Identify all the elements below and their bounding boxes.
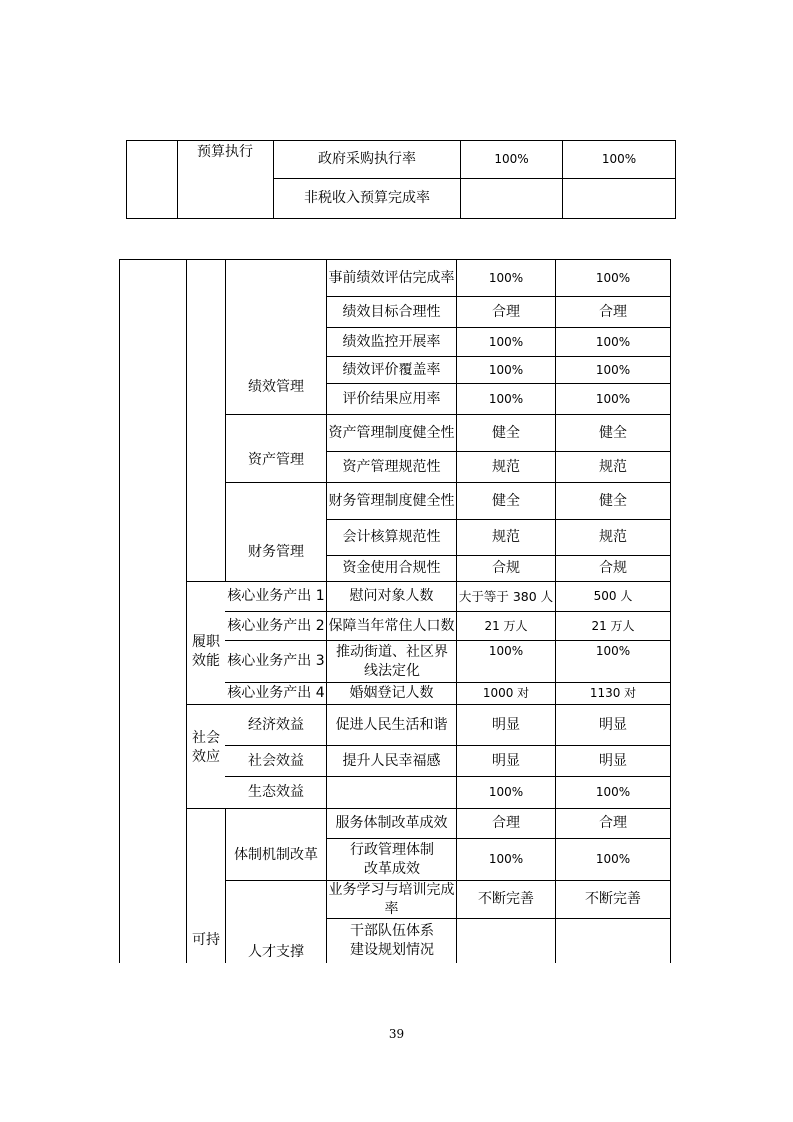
- actual-cell: 21 万人: [591, 618, 635, 633]
- actual-cell: 1130 对: [589, 686, 637, 700]
- group-performance-mgmt: 绩效管理: [248, 378, 304, 395]
- target-cell: 不断完善: [478, 891, 534, 907]
- page-number: 39: [388, 1027, 405, 1041]
- actual-cell: 100%: [595, 270, 631, 285]
- group-duty-effect: 履职 效能: [192, 634, 220, 669]
- target-cell: 合规: [492, 560, 520, 576]
- target-cell: 100%: [488, 334, 524, 349]
- indicator-cell: 提升人民幸福感: [342, 752, 441, 769]
- actual-cell: 100%: [595, 334, 631, 349]
- actual-cell: 规范: [599, 529, 627, 545]
- indicator-cell: 干部队伍体系建设规划情况: [350, 923, 434, 958]
- target-cell: 100%: [488, 391, 524, 406]
- actual-cell: 500 人: [593, 589, 633, 603]
- indicator-cell: 资产管理规范性: [342, 458, 441, 475]
- actual-cell: 合规: [599, 560, 627, 576]
- target-cell: [457, 919, 555, 963]
- indicator-cell: 绩效监控开展率: [342, 333, 441, 350]
- indicator-cell: 保障当年常住人口数: [328, 617, 455, 634]
- actual-cell: 100%: [595, 785, 631, 799]
- indicator-cell: 推动街道、社区界线法定化: [336, 643, 448, 679]
- target-cell: 1000 对: [482, 686, 530, 700]
- indicator-cell: 资产管理制度健全性: [328, 424, 455, 441]
- sub-label: 生态效益: [248, 784, 304, 800]
- target-cell: 100%: [488, 643, 524, 658]
- target-cell: 大于等于 380 人: [458, 589, 554, 604]
- indicator-cell: [327, 777, 456, 808]
- indicator-cell: 婚姻登记人数: [349, 685, 434, 701]
- target-cell: 合理: [492, 303, 520, 320]
- actual-cell: 合理: [599, 303, 627, 320]
- indicator-cell: 事前绩效评估完成率: [328, 269, 455, 286]
- indicator-cell: 非税收入预算完成率: [304, 190, 430, 206]
- indicator-cell: 评价结果应用率: [342, 390, 441, 407]
- sub-label: 核心业务产出 3: [227, 653, 325, 669]
- indicator-cell: 慰问对象人数: [349, 588, 434, 604]
- indicator-cell: 资金使用合规性: [342, 560, 441, 576]
- actual-cell: 100%: [595, 643, 631, 658]
- actual-cell: 100%: [601, 152, 637, 166]
- target-cell: 100%: [488, 362, 524, 377]
- target-cell: 合理: [492, 815, 520, 831]
- sub-label: 经济效益: [248, 716, 304, 733]
- indicator-cell: 政府采购执行率: [318, 151, 416, 167]
- group-asset-mgmt: 资产管理: [248, 451, 304, 468]
- actual-cell: 健全: [599, 492, 627, 509]
- target-cell: 100%: [488, 852, 524, 866]
- group-finance-mgmt: 财务管理: [248, 543, 304, 560]
- group-institution-reform: 体制机制改革: [234, 846, 318, 863]
- target-cell: 100%: [488, 270, 524, 285]
- target-cell: 明显: [492, 716, 520, 733]
- target-cell: 规范: [492, 529, 520, 545]
- target-cell: [461, 179, 562, 218]
- target-cell: 健全: [492, 424, 520, 441]
- target-cell: 健全: [492, 492, 520, 509]
- target-cell: 21 万人: [484, 618, 528, 633]
- indicator-cell: 促进人民生活和谐: [335, 716, 448, 733]
- actual-cell: 规范: [599, 458, 627, 475]
- group-social-effect: 社会 效应: [192, 730, 220, 765]
- sub-label: 核心业务产出 4: [227, 685, 325, 701]
- actual-cell: 合理: [599, 815, 627, 831]
- group-talent-support: 人才支撑: [248, 943, 304, 960]
- indicator-cell: 会计核算规范性: [342, 529, 441, 545]
- group-sustainable: 可持: [192, 931, 220, 948]
- actual-cell: [563, 179, 675, 218]
- indicator-cell: 绩效目标合理性: [342, 303, 441, 320]
- actual-cell: 健全: [599, 424, 627, 441]
- sub-label: 社会效益: [248, 752, 304, 769]
- indicator-cell: 服务体制改革成效: [335, 815, 448, 831]
- indicator-cell: 财务管理制度健全性: [328, 492, 455, 509]
- target-cell: 明显: [492, 752, 520, 769]
- budget-execution-label: 预算执行: [197, 143, 253, 160]
- actual-cell: 明显: [599, 752, 627, 769]
- sub-label: 核心业务产出 1: [227, 588, 325, 604]
- indicator-cell: 行政管理体制改革成效: [350, 841, 434, 877]
- actual-cell: 100%: [595, 852, 631, 866]
- target-cell: 100%: [488, 785, 524, 799]
- actual-cell: 不断完善: [585, 891, 641, 907]
- indicator-cell: 业务学习与培训完成率: [328, 881, 455, 917]
- indicator-cell: 绩效评价覆盖率: [342, 361, 441, 378]
- target-cell: 规范: [492, 458, 520, 475]
- actual-cell: 100%: [595, 362, 631, 377]
- actual-cell: 明显: [599, 716, 627, 733]
- target-cell: 100%: [494, 152, 529, 166]
- actual-cell: [556, 919, 670, 963]
- sub-label: 核心业务产出 2: [227, 617, 325, 634]
- actual-cell: 100%: [595, 391, 631, 406]
